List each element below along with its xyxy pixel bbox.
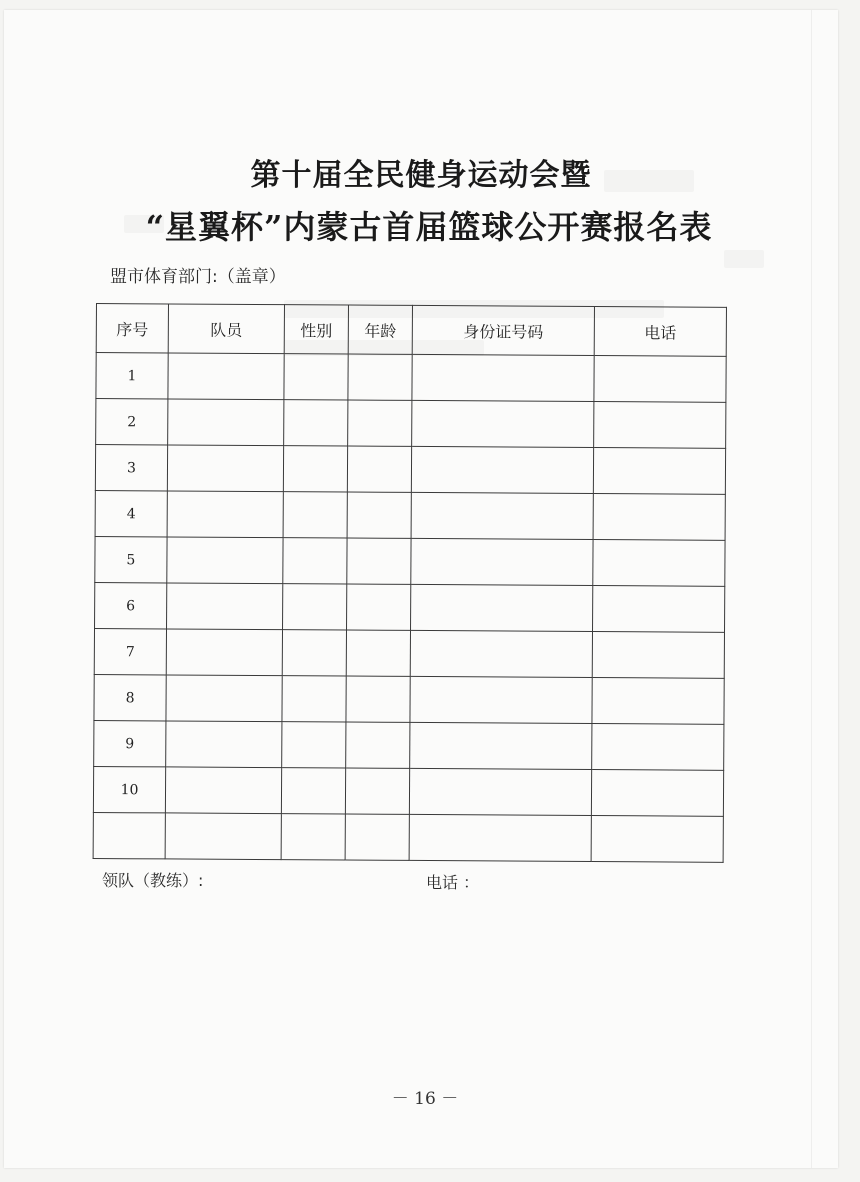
row-number: 1: [96, 353, 168, 399]
table-row: [96, 353, 726, 403]
id-number-cell[interactable]: [410, 630, 592, 677]
row-number: 5: [95, 536, 167, 582]
form-title-line-2: “星翼杯”内蒙古首届篮球公开赛报名表: [145, 208, 713, 246]
id-number-cell[interactable]: [411, 538, 593, 585]
header-id-number: 身份证号码: [412, 305, 594, 355]
table-header-row: [96, 304, 726, 357]
phone-cell[interactable]: [592, 632, 724, 679]
gender-cell[interactable]: [283, 584, 347, 630]
department-seal-label: 盟市体育部门:（盖章）: [110, 267, 286, 287]
gender-cell[interactable]: [282, 676, 346, 722]
phone-cell[interactable]: [591, 816, 723, 863]
leader-phone-label: 电话 ：: [426, 873, 480, 892]
phone-cell[interactable]: [593, 494, 725, 541]
id-number-cell[interactable]: [409, 768, 591, 815]
row-number: 4: [95, 490, 167, 536]
table-row: [94, 674, 724, 724]
table-row: [93, 812, 723, 862]
player-cell[interactable]: [167, 491, 283, 538]
player-cell[interactable]: [166, 629, 282, 676]
player-cell[interactable]: [165, 767, 281, 814]
player-cell[interactable]: [167, 583, 283, 630]
phone-cell[interactable]: [594, 356, 726, 403]
row-number: 3: [95, 445, 167, 491]
age-cell[interactable]: [348, 354, 412, 400]
header-serial-number: 序号: [96, 304, 168, 353]
phone-cell[interactable]: [591, 770, 723, 817]
age-cell[interactable]: [347, 446, 411, 492]
registration-table: [93, 303, 727, 863]
id-number-cell[interactable]: [409, 814, 591, 861]
id-number-cell[interactable]: [412, 354, 594, 401]
age-cell[interactable]: [346, 676, 410, 722]
player-cell[interactable]: [167, 445, 283, 492]
row-number: 2: [96, 399, 168, 445]
header-player: 队员: [168, 304, 284, 354]
table-row: [95, 536, 725, 586]
gender-cell[interactable]: [282, 630, 346, 676]
player-cell[interactable]: [167, 537, 283, 584]
header-phone: 电话: [594, 307, 726, 357]
age-cell[interactable]: [347, 584, 411, 630]
age-cell[interactable]: [348, 400, 412, 446]
table-row: [94, 628, 724, 678]
header-gender: 性别: [284, 305, 348, 354]
phone-cell[interactable]: [592, 724, 724, 771]
row-number: [93, 812, 165, 858]
id-number-cell[interactable]: [411, 446, 593, 493]
id-number-cell[interactable]: [410, 722, 592, 769]
player-cell[interactable]: [166, 721, 282, 768]
phone-cell[interactable]: [593, 540, 725, 587]
form-title-line-1: 第十届全民健身运动会暨: [250, 158, 592, 193]
leader-coach-label: 领队（教练）:: [102, 871, 204, 890]
gender-cell[interactable]: [284, 354, 348, 400]
header-age: 年龄: [348, 305, 412, 354]
id-number-cell[interactable]: [412, 400, 594, 447]
gender-cell[interactable]: [281, 814, 345, 860]
table-row: [95, 490, 725, 540]
row-number: 8: [94, 674, 166, 720]
phone-cell[interactable]: [594, 402, 726, 449]
player-cell[interactable]: [168, 353, 284, 400]
age-cell[interactable]: [347, 538, 411, 584]
age-cell[interactable]: [345, 814, 409, 860]
player-cell[interactable]: [166, 675, 282, 722]
table-row: [93, 766, 723, 816]
id-number-cell[interactable]: [411, 492, 593, 539]
age-cell[interactable]: [347, 492, 411, 538]
row-number: 10: [93, 766, 165, 812]
document-page: [4, 10, 838, 1168]
age-cell[interactable]: [346, 722, 410, 768]
gender-cell[interactable]: [283, 538, 347, 584]
gender-cell[interactable]: [283, 492, 347, 538]
player-cell[interactable]: [165, 813, 281, 860]
row-number: 7: [94, 628, 166, 674]
id-number-cell[interactable]: [411, 584, 593, 631]
page-number: － 16 －: [391, 1089, 459, 1109]
phone-cell[interactable]: [592, 678, 724, 725]
bleed-through-mark: [724, 250, 764, 268]
player-cell[interactable]: [168, 399, 284, 446]
table-row: [95, 582, 725, 632]
table-row: [94, 720, 724, 770]
gender-cell[interactable]: [284, 400, 348, 446]
table-row: [95, 445, 725, 495]
phone-cell[interactable]: [593, 448, 725, 495]
age-cell[interactable]: [345, 768, 409, 814]
id-number-cell[interactable]: [410, 676, 592, 723]
table-row: [96, 399, 726, 449]
gender-cell[interactable]: [281, 768, 345, 814]
row-number: 9: [94, 720, 166, 766]
age-cell[interactable]: [346, 630, 410, 676]
gender-cell[interactable]: [282, 722, 346, 768]
phone-cell[interactable]: [593, 586, 725, 633]
gender-cell[interactable]: [283, 446, 347, 492]
row-number: 6: [95, 582, 167, 628]
